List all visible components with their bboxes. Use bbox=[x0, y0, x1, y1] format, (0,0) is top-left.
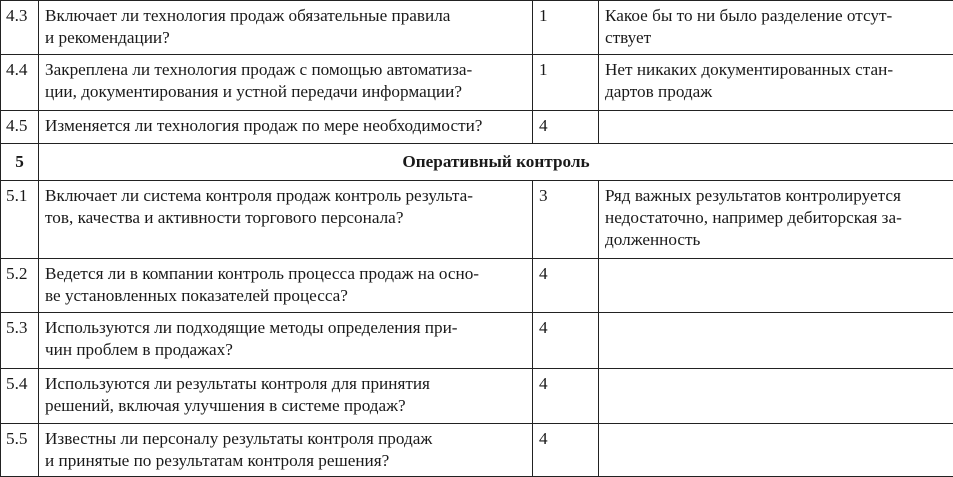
score-value: 4 bbox=[533, 369, 599, 424]
comment-text bbox=[599, 259, 953, 313]
question-text: Включает ли система контроля продаж контроль результа- тов, качества и активности торгового персонала? bbox=[39, 181, 533, 259]
score-value: 4 bbox=[533, 111, 599, 144]
score-value: 1 bbox=[533, 55, 599, 111]
row-number: 5.2 bbox=[1, 259, 39, 313]
score-value: 4 bbox=[533, 424, 599, 477]
section-number: 5 bbox=[1, 144, 39, 181]
section-header-row bbox=[1, 144, 953, 181]
row-number: 5.4 bbox=[1, 369, 39, 424]
score-value: 3 bbox=[533, 181, 599, 259]
row-number: 4.4 bbox=[1, 55, 39, 111]
comment-text: Нет никаких документированных стан- дартов продаж bbox=[599, 55, 953, 111]
score-value: 4 bbox=[533, 259, 599, 313]
comment-text: Ряд важных результатов контролируется недостаточно, например дебиторская за- долженность bbox=[599, 181, 953, 259]
comment-text bbox=[599, 313, 953, 369]
score-value: 1 bbox=[533, 1, 599, 55]
row-number: 5.1 bbox=[1, 181, 39, 259]
table-row bbox=[1, 1, 953, 55]
question-text: Ведется ли в компании контроль процесса продаж на осно- ве установленных показателей процесса? bbox=[39, 259, 533, 313]
comment-text bbox=[599, 369, 953, 424]
table-row bbox=[1, 259, 953, 313]
row-number: 4.5 bbox=[1, 111, 39, 144]
question-text: Включает ли технология продаж обязательные правила и рекомендации? bbox=[39, 1, 533, 55]
question-text: Известны ли персоналу результаты контроля продаж и принятые по результатам контроля решения? bbox=[39, 424, 533, 477]
question-text: Используются ли результаты контроля для принятия решений, включая улучшения в системе продаж? bbox=[39, 369, 533, 424]
row-number: 4.3 bbox=[1, 1, 39, 55]
row-number: 5.3 bbox=[1, 313, 39, 369]
table-row bbox=[1, 369, 953, 424]
question-text: Используются ли подходящие методы определения при- чин проблем в продажах? bbox=[39, 313, 533, 369]
comment-text bbox=[599, 111, 953, 144]
question-text: Изменяется ли технология продаж по мере необходимости? bbox=[39, 111, 533, 144]
comment-text: Какое бы то ни было разделение отсут- ствует bbox=[599, 1, 953, 55]
table-row bbox=[1, 424, 953, 477]
table-row bbox=[1, 111, 953, 144]
table-row bbox=[1, 181, 953, 259]
section-title: Оперативный контроль bbox=[39, 144, 953, 181]
table-row bbox=[1, 313, 953, 369]
row-number: 5.5 bbox=[1, 424, 39, 477]
score-value: 4 bbox=[533, 313, 599, 369]
table-row bbox=[1, 55, 953, 111]
comment-text bbox=[599, 424, 953, 477]
question-text: Закреплена ли технология продаж с помощью автоматиза- ции, документирования и устной передачи информации? bbox=[39, 55, 533, 111]
